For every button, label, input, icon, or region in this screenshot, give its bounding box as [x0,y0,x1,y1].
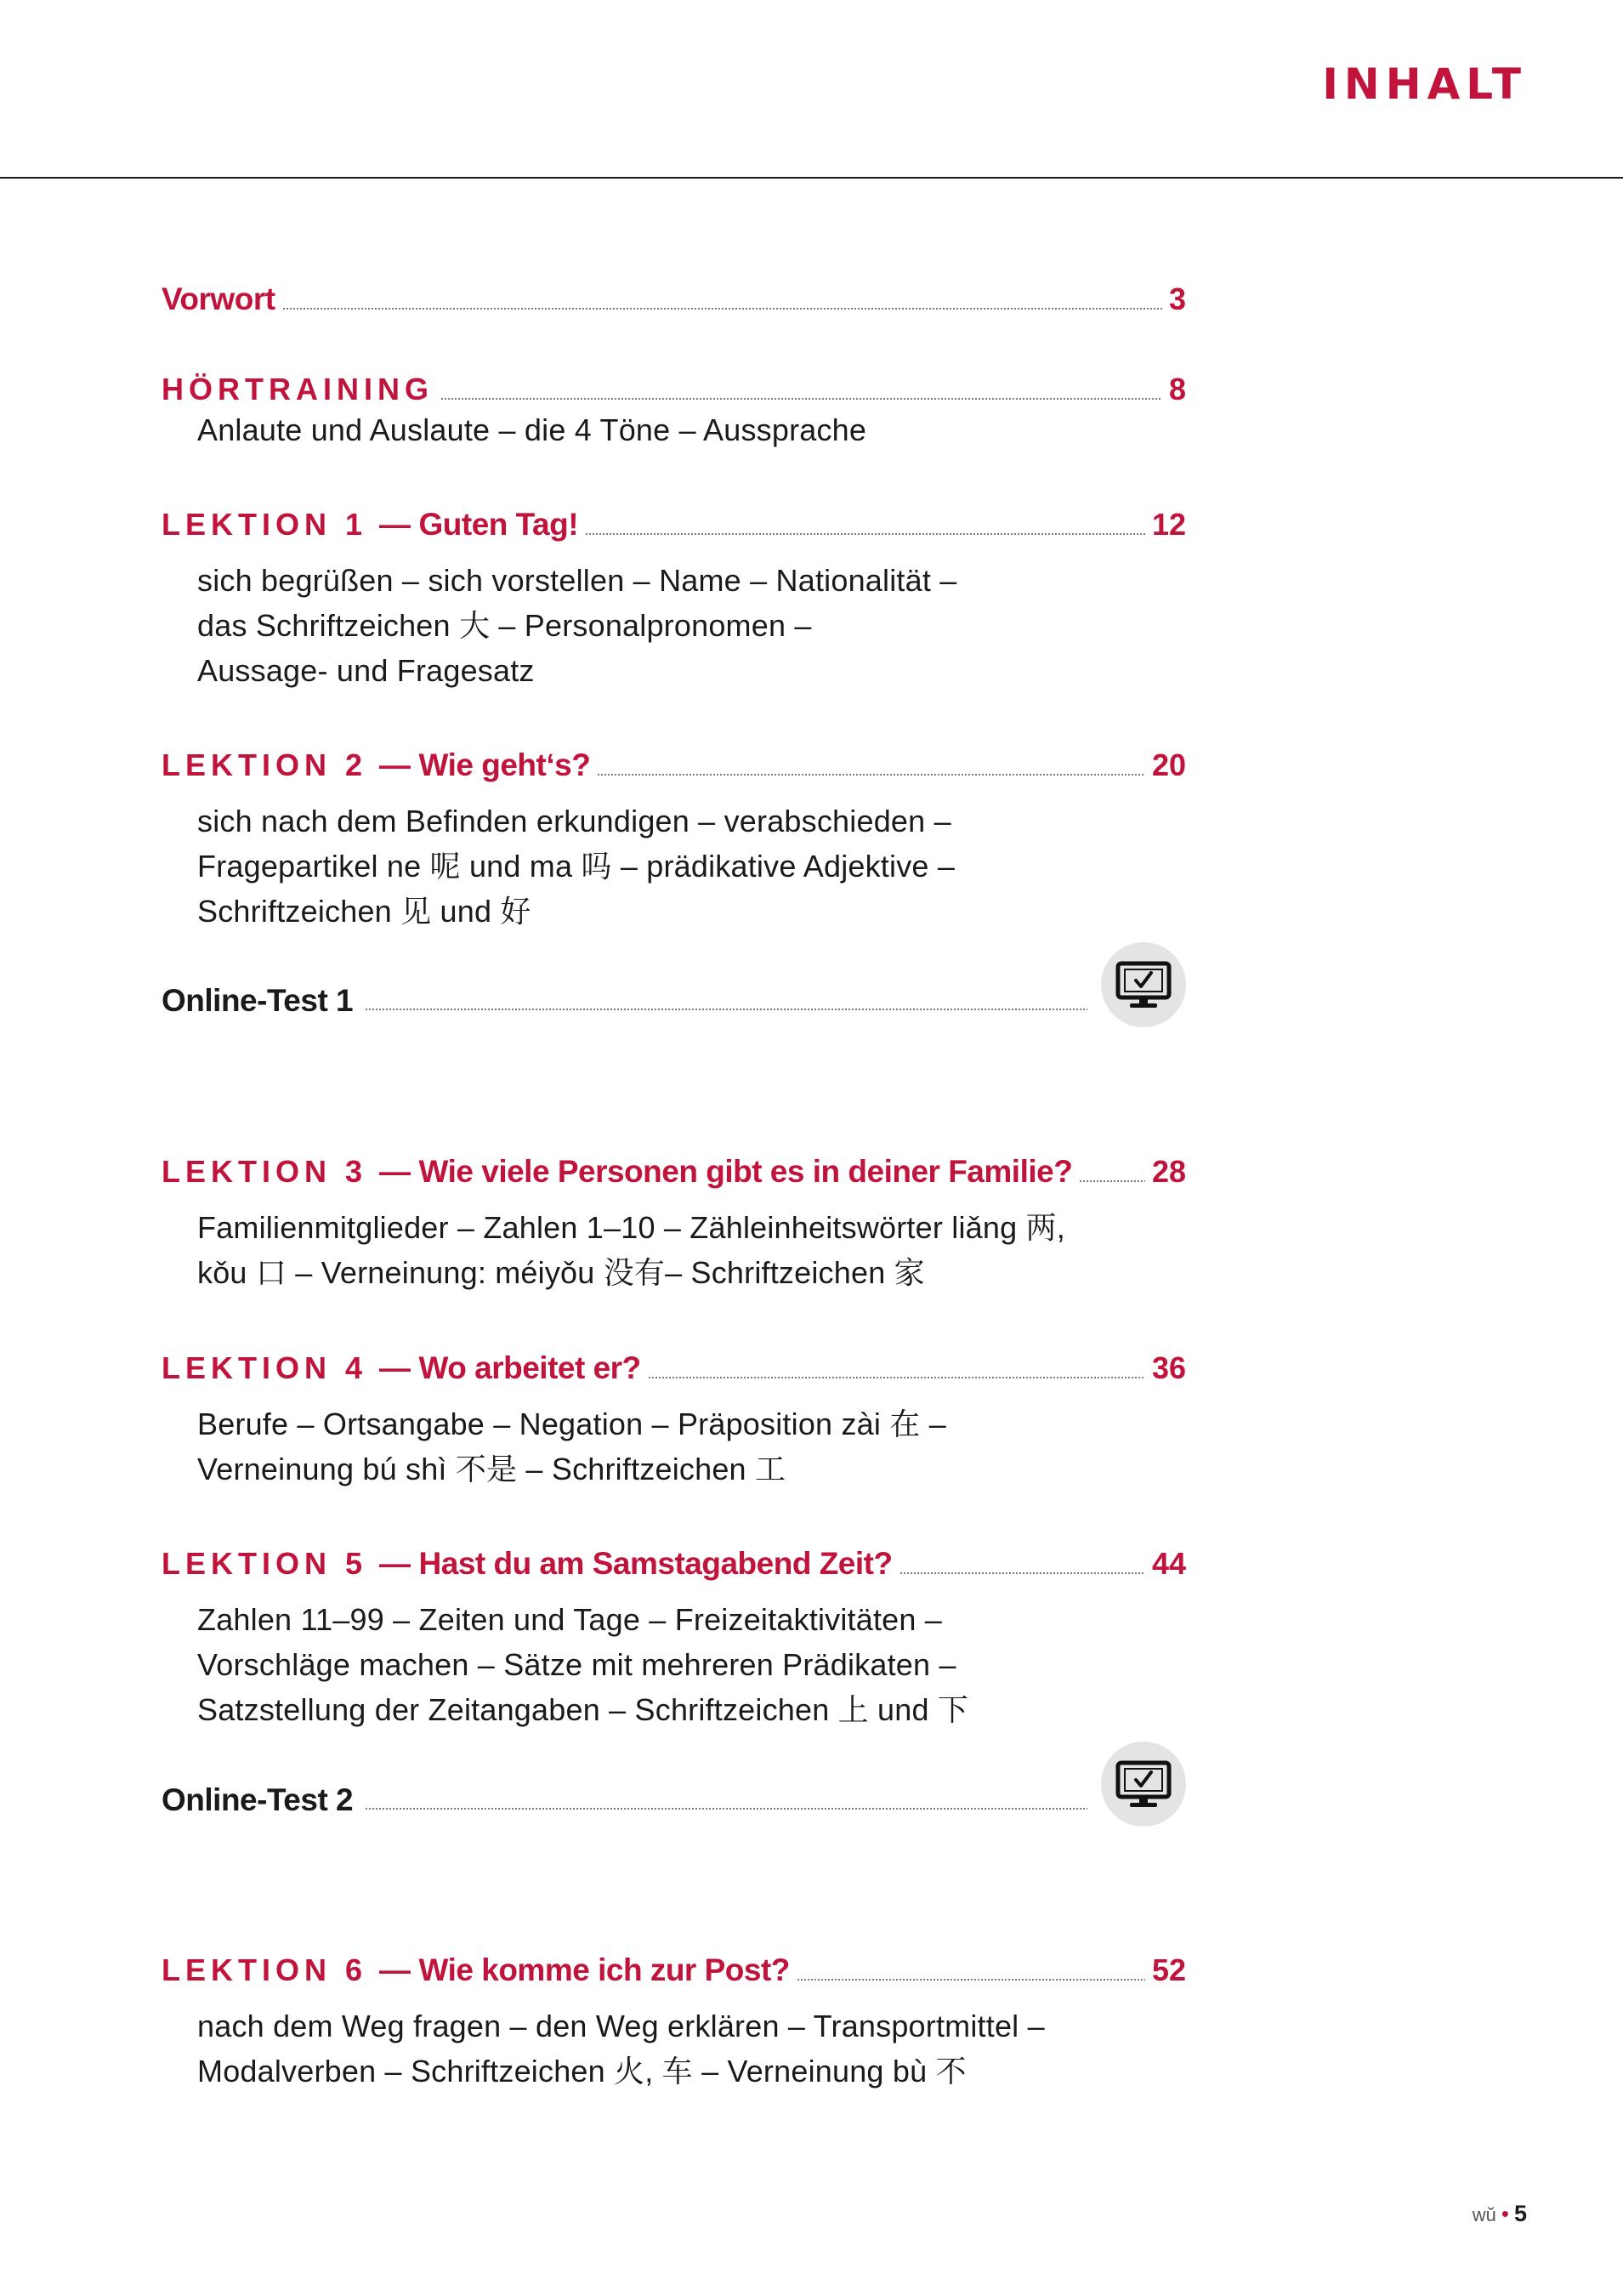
title-dash: — [379,1350,411,1385]
page-number: 5 [1513,2201,1527,2226]
toc-topics [197,1205,1186,1295]
dot-leader [797,1979,1145,1981]
toc-topics [197,2003,1186,2094]
toc-entry-lektion-5[interactable] [162,1546,1186,1732]
dot-leader [1079,1180,1145,1182]
lesson-label: LEKTION 6 [162,1952,368,1987]
toc-topics [197,798,1186,934]
toc-page-number: 12 [1151,507,1186,542]
toc-title[interactable]: Wie geht‘s? [418,747,591,782]
title-dash: — [379,747,411,782]
dot-leader [440,398,1162,400]
header-divider [0,177,1623,179]
toc-title[interactable]: Wo arbeitet er? [418,1350,641,1385]
toc-page-number: 28 [1151,1154,1186,1189]
lesson-label: LEKTION 1 [162,507,368,542]
topic-line: das Schriftzeichen 大 – Personalpronomen – [197,608,812,643]
topic-line: Fragepartikel ne 呢 und ma 吗 – prädikative Adjektive – [197,849,956,884]
toc-title[interactable]: Wie komme ich zur Post? [418,1952,790,1987]
toc-topics [197,1401,1186,1492]
topic-line: sich begrüßen – sich vorstellen – Name – Nationalität – [197,563,957,598]
topic-line: Anlaute und Auslaute – die 4 Töne – Aussprache [197,412,867,447]
toc-entry-lektion-3[interactable] [162,1154,1186,1295]
lesson-label: LEKTION 2 [162,747,368,782]
topic-line: nach dem Weg fragen – den Weg erklären – Transportmittel – [197,2009,1045,2043]
dot-leader [282,308,1162,310]
toc-title[interactable]: Online-Test 2 [162,1782,354,1817]
toc-entry-lektion-2[interactable] [162,747,1186,934]
footer-bullet: • [1501,2201,1509,2226]
topic-line: sich nach dem Befinden erkundigen – verabschieden – [197,804,951,838]
toc-topics [197,558,1186,693]
dot-leader [899,1572,1145,1574]
toc-title[interactable]: Vorwort [162,281,275,316]
toc-entry-hoertraining[interactable] [162,372,1186,452]
toc-topics [197,1597,1186,1732]
dot-leader [365,1808,1087,1810]
topic-line: Schriftzeichen 见 und 好 [197,894,531,929]
topic-line: Berufe – Ortsangabe – Negation – Präposition zài 在 – [197,1407,946,1441]
dot-leader [648,1377,1145,1378]
toc-entry-lektion-1[interactable] [162,507,1186,693]
footer-brand: wŭ [1472,2204,1496,2225]
lesson-label: LEKTION 3 [162,1154,368,1189]
topic-line: Aussage- und Fragesatz [197,653,535,688]
title-dash: — [379,1952,411,1987]
toc-title[interactable]: Wie viele Personen gibt es in deiner Familie? [418,1154,1073,1189]
toc-topics [197,407,1186,452]
lesson-label: LEKTION 5 [162,1546,368,1581]
toc-entry-lektion-6[interactable] [162,1952,1186,2094]
topic-line: Satzstellung der Zeitangaben – Schriftzeichen 上 und 下 [197,1692,969,1727]
toc-entry-online-test-1[interactable] [162,942,1186,1019]
toc-page-number: 3 [1168,281,1186,316]
toc-title[interactable]: Guten Tag! [418,507,579,542]
toc-page-number: 52 [1151,1952,1186,1987]
dot-leader [365,1009,1087,1010]
topic-line: Modalverben – Schriftzeichen 火, 车 – Verneinung bù 不 [197,2054,967,2089]
computer-check-icon[interactable] [1101,942,1186,1027]
title-dash: — [379,1546,411,1581]
topic-line: Zahlen 11–99 – Zeiten und Tage – Freizeitaktivitäten – [197,1602,943,1637]
topic-line: kǒu 口 – Verneinung: méiyǒu 没有– Schriftzeichen 家 [197,1255,925,1290]
lesson-label: LEKTION 4 [162,1350,368,1385]
toc-page-number: 44 [1151,1546,1186,1581]
topic-line: Verneinung bú shì 不是 – Schriftzeichen 工 [197,1452,786,1486]
toc-title[interactable]: HÖRTRAINING [162,372,434,406]
toc-page-number: 8 [1168,372,1186,406]
title-dash: — [379,507,411,542]
monitor-check-icon [1113,1758,1174,1810]
computer-check-icon[interactable] [1101,1742,1186,1827]
monitor-check-icon [1113,958,1174,1011]
page-title: INHALT [1322,60,1527,109]
toc-page-number: 36 [1151,1350,1186,1385]
toc-entry-lektion-4[interactable] [162,1350,1186,1492]
title-dash: — [379,1154,411,1189]
toc-page-number: 20 [1151,747,1186,782]
dot-leader [597,774,1145,776]
page-footer [1473,2201,1527,2227]
dot-leader [585,533,1145,535]
topic-line: Vorschläge machen – Sätze mit mehreren Prädikaten – [197,1647,956,1682]
topic-line: Familienmitglieder – Zahlen 1–10 – Zähleinheitswörter liǎng 两, [197,1210,1065,1245]
toc-entry-vorwort[interactable] [162,281,1186,317]
toc-entry-online-test-2[interactable] [162,1742,1186,1818]
toc-title[interactable]: Hast du am Samstagabend Zeit? [418,1546,893,1581]
toc-title[interactable]: Online-Test 1 [162,983,354,1018]
